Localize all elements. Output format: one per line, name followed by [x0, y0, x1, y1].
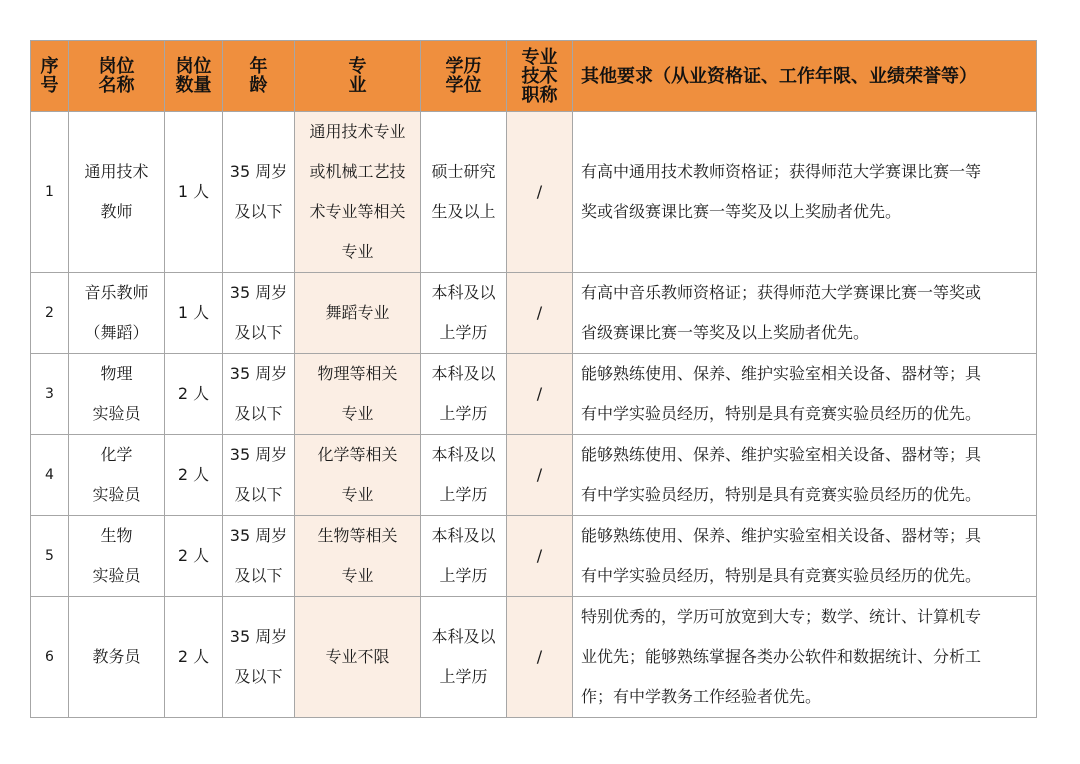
row-position-name: 生物 实验员: [69, 516, 165, 597]
row-professional-title: /: [507, 516, 573, 597]
row-quantity: 1 人: [165, 273, 223, 354]
row-other-requirements: 有高中音乐教师资格证；获得师范大学赛课比赛一等奖或 省级赛课比赛一等奖及以上奖励者优先。: [573, 273, 1037, 354]
row-quantity: 2 人: [165, 435, 223, 516]
row-education: 本科及以 上学历: [421, 354, 507, 435]
table-row: [31, 516, 1037, 597]
row-no: 6: [31, 597, 69, 718]
header-quantity: 岗位 数量: [165, 41, 223, 112]
row-age: 35 周岁 及以下: [223, 435, 295, 516]
row-major: 化学等相关 专业: [295, 435, 421, 516]
header-position-name: 岗位 名称: [69, 41, 165, 112]
row-other-requirements: 有高中通用技术教师资格证；获得师范大学赛课比赛一等 奖或省级赛课比赛一等奖及以上奖励者优先。: [573, 112, 1037, 273]
row-major: 舞蹈专业: [295, 273, 421, 354]
row-other-requirements: 能够熟练使用、保养、维护实验室相关设备、器材等；具 有中学实验员经历，特别是具有竞赛实验员经历的优先。: [573, 516, 1037, 597]
row-education: 本科及以 上学历: [421, 516, 507, 597]
table-header: [31, 41, 1037, 112]
row-age: 35 周岁 及以下: [223, 273, 295, 354]
row-professional-title: /: [507, 597, 573, 718]
table-row: [31, 435, 1037, 516]
row-professional-title: /: [507, 273, 573, 354]
row-quantity: 2 人: [165, 516, 223, 597]
recruitment-table-page: [30, 40, 1036, 718]
row-no: 1: [31, 112, 69, 273]
row-major: 生物等相关 专业: [295, 516, 421, 597]
row-position-name: 通用技术 教师: [69, 112, 165, 273]
row-major: 通用技术专业 或机械工艺技 术专业等相关 专业: [295, 112, 421, 273]
table-row: [31, 273, 1037, 354]
row-education: 本科及以 上学历: [421, 597, 507, 718]
row-age: 35 周岁 及以下: [223, 112, 295, 273]
header-row: [31, 41, 1037, 112]
table-row: [31, 597, 1037, 718]
header-age: 年 龄: [223, 41, 295, 112]
row-other-requirements: 特别优秀的，学历可放宽到大专；数学、统计、计算机专 业优先；能够熟练掌握各类办公软件和数据统计、分析工 作；有中学教务工作经验者优先。: [573, 597, 1037, 718]
row-position-name: 音乐教师 （舞蹈）: [69, 273, 165, 354]
row-education: 本科及以 上学历: [421, 273, 507, 354]
row-no: 2: [31, 273, 69, 354]
header-professional-title: 专业 技术 职称: [507, 41, 573, 112]
row-position-name: 化学 实验员: [69, 435, 165, 516]
row-major: 物理等相关 专业: [295, 354, 421, 435]
row-age: 35 周岁 及以下: [223, 516, 295, 597]
row-professional-title: /: [507, 112, 573, 273]
recruitment-table: [30, 40, 1037, 718]
row-professional-title: /: [507, 435, 573, 516]
row-position-name: 教务员: [69, 597, 165, 718]
header-no: 序 号: [31, 41, 69, 112]
row-professional-title: /: [507, 354, 573, 435]
table-body: [31, 112, 1037, 718]
row-quantity: 1 人: [165, 112, 223, 273]
row-other-requirements: 能够熟练使用、保养、维护实验室相关设备、器材等；具 有中学实验员经历，特别是具有竞赛实验员经历的优先。: [573, 435, 1037, 516]
row-no: 4: [31, 435, 69, 516]
header-education: 学历 学位: [421, 41, 507, 112]
row-no: 5: [31, 516, 69, 597]
row-quantity: 2 人: [165, 354, 223, 435]
row-age: 35 周岁 及以下: [223, 597, 295, 718]
row-other-requirements: 能够熟练使用、保养、维护实验室相关设备、器材等；具 有中学实验员经历，特别是具有竞赛实验员经历的优先。: [573, 354, 1037, 435]
header-other-requirements: 其他要求（从业资格证、工作年限、业绩荣誉等）: [573, 41, 1037, 112]
row-position-name: 物理 实验员: [69, 354, 165, 435]
row-no: 3: [31, 354, 69, 435]
row-quantity: 2 人: [165, 597, 223, 718]
header-major: 专 业: [295, 41, 421, 112]
row-education: 本科及以 上学历: [421, 435, 507, 516]
table-row: [31, 112, 1037, 273]
row-major: 专业不限: [295, 597, 421, 718]
row-education: 硕士研究 生及以上: [421, 112, 507, 273]
row-age: 35 周岁 及以下: [223, 354, 295, 435]
table-row: [31, 354, 1037, 435]
